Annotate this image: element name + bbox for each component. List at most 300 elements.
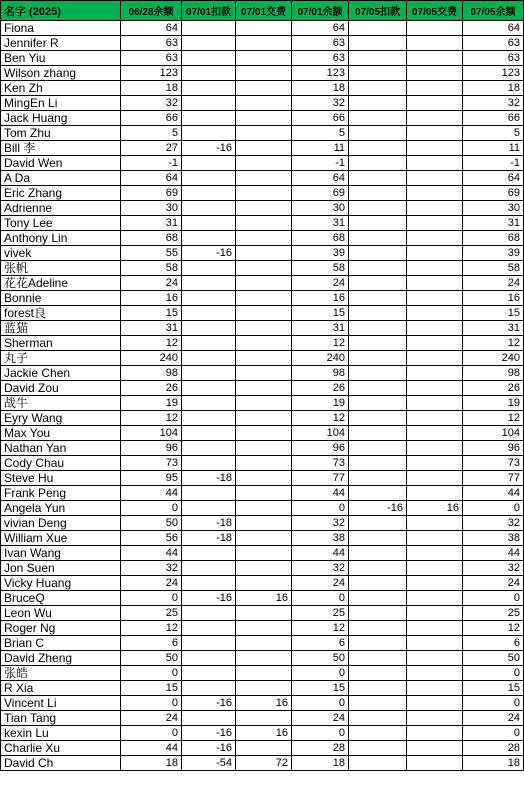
balance-0701-cell[interactable]: 19 (292, 396, 349, 411)
name-cell[interactable]: MingEn Li (1, 96, 121, 111)
balance-0628-cell[interactable]: 50 (121, 516, 182, 531)
payment-0705-cell[interactable] (407, 321, 463, 336)
payment-0705-cell[interactable] (407, 516, 463, 531)
payment-0705-cell[interactable] (407, 21, 463, 36)
balance-0705-cell[interactable]: 15 (463, 306, 524, 321)
name-cell[interactable]: Steve Hu (1, 471, 121, 486)
name-cell[interactable]: Frank Peng (1, 486, 121, 501)
deduction-0705-cell[interactable]: -16 (349, 501, 407, 516)
balance-0705-cell[interactable]: 11 (463, 141, 524, 156)
balance-0628-cell[interactable]: 64 (121, 21, 182, 36)
balance-0705-cell[interactable]: 50 (463, 651, 524, 666)
balance-0628-cell[interactable]: -1 (121, 156, 182, 171)
balance-0628-cell[interactable]: 24 (121, 711, 182, 726)
balance-0705-cell[interactable]: 26 (463, 381, 524, 396)
header-0628-balance[interactable]: 06/28余额 (121, 1, 182, 21)
payment-0705-cell[interactable] (407, 201, 463, 216)
payment-0701-cell[interactable] (236, 21, 292, 36)
payment-0701-cell[interactable] (236, 636, 292, 651)
balance-0701-cell[interactable]: 0 (292, 501, 349, 516)
deduction-0705-cell[interactable] (349, 246, 407, 261)
name-cell[interactable]: Bonnie (1, 291, 121, 306)
balance-0701-cell[interactable]: 15 (292, 306, 349, 321)
balance-0705-cell[interactable]: 0 (463, 666, 524, 681)
balance-0628-cell[interactable]: 104 (121, 426, 182, 441)
balance-0701-cell[interactable]: 31 (292, 216, 349, 231)
name-cell[interactable]: William Xue (1, 531, 121, 546)
payment-0701-cell[interactable] (236, 36, 292, 51)
header-0705-deduction[interactable]: 07/05扣款 (349, 1, 407, 21)
balance-0628-cell[interactable]: 44 (121, 546, 182, 561)
deduction-0705-cell[interactable] (349, 621, 407, 636)
deduction-0705-cell[interactable] (349, 711, 407, 726)
deduction-0705-cell[interactable] (349, 336, 407, 351)
deduction-0705-cell[interactable] (349, 396, 407, 411)
balance-0705-cell[interactable]: 96 (463, 441, 524, 456)
name-cell[interactable]: Cody Chau (1, 456, 121, 471)
deduction-0705-cell[interactable] (349, 486, 407, 501)
balance-0701-cell[interactable]: 77 (292, 471, 349, 486)
balance-0701-cell[interactable]: -1 (292, 156, 349, 171)
payment-0705-cell[interactable] (407, 591, 463, 606)
balance-0628-cell[interactable]: 73 (121, 456, 182, 471)
deduction-0701-cell[interactable] (182, 21, 236, 36)
payment-0705-cell[interactable] (407, 141, 463, 156)
payment-0705-cell[interactable] (407, 381, 463, 396)
balance-0701-cell[interactable]: 68 (292, 231, 349, 246)
balance-0628-cell[interactable]: 32 (121, 561, 182, 576)
balance-0705-cell[interactable]: 24 (463, 576, 524, 591)
deduction-0701-cell[interactable]: -18 (182, 531, 236, 546)
balance-0705-cell[interactable]: 28 (463, 741, 524, 756)
balance-0628-cell[interactable]: 123 (121, 66, 182, 81)
payment-0705-cell[interactable]: 16 (407, 501, 463, 516)
deduction-0701-cell[interactable] (182, 201, 236, 216)
payment-0701-cell[interactable] (236, 351, 292, 366)
name-cell[interactable]: Ken Zh (1, 81, 121, 96)
deduction-0701-cell[interactable]: -18 (182, 516, 236, 531)
balance-0705-cell[interactable]: 38 (463, 531, 524, 546)
name-cell[interactable]: Jennifer R (1, 36, 121, 51)
payment-0705-cell[interactable] (407, 606, 463, 621)
payment-0701-cell[interactable] (236, 546, 292, 561)
balance-0701-cell[interactable]: 24 (292, 711, 349, 726)
payment-0705-cell[interactable] (407, 336, 463, 351)
balance-0628-cell[interactable]: 26 (121, 381, 182, 396)
balance-0628-cell[interactable]: 24 (121, 276, 182, 291)
name-cell[interactable]: 花花Adeline (1, 276, 121, 291)
deduction-0701-cell[interactable] (182, 636, 236, 651)
deduction-0701-cell[interactable] (182, 711, 236, 726)
name-cell[interactable]: Eric Zhang (1, 186, 121, 201)
balance-0701-cell[interactable]: 98 (292, 366, 349, 381)
deduction-0705-cell[interactable] (349, 66, 407, 81)
payment-0705-cell[interactable] (407, 681, 463, 696)
deduction-0701-cell[interactable] (182, 36, 236, 51)
payment-0701-cell[interactable] (236, 66, 292, 81)
deduction-0701-cell[interactable] (182, 606, 236, 621)
balance-0705-cell[interactable]: 31 (463, 321, 524, 336)
balance-0701-cell[interactable]: 32 (292, 516, 349, 531)
name-cell[interactable]: Brian C (1, 636, 121, 651)
balance-0628-cell[interactable]: 31 (121, 321, 182, 336)
payment-0701-cell[interactable] (236, 741, 292, 756)
balance-0701-cell[interactable]: 44 (292, 546, 349, 561)
payment-0701-cell[interactable] (236, 711, 292, 726)
balance-0628-cell[interactable]: 0 (121, 726, 182, 741)
balance-0705-cell[interactable]: 30 (463, 201, 524, 216)
payment-0705-cell[interactable] (407, 711, 463, 726)
name-cell[interactable]: Vicky Huang (1, 576, 121, 591)
deduction-0701-cell[interactable] (182, 216, 236, 231)
deduction-0705-cell[interactable] (349, 666, 407, 681)
deduction-0705-cell[interactable] (349, 126, 407, 141)
balance-0705-cell[interactable]: 123 (463, 66, 524, 81)
balance-0705-cell[interactable]: 98 (463, 366, 524, 381)
payment-0705-cell[interactable] (407, 666, 463, 681)
deduction-0705-cell[interactable] (349, 321, 407, 336)
balance-0705-cell[interactable]: 77 (463, 471, 524, 486)
payment-0701-cell[interactable] (236, 441, 292, 456)
deduction-0701-cell[interactable] (182, 351, 236, 366)
balance-0701-cell[interactable]: 18 (292, 81, 349, 96)
balance-0628-cell[interactable]: 19 (121, 396, 182, 411)
payment-0705-cell[interactable] (407, 66, 463, 81)
payment-0701-cell[interactable] (236, 201, 292, 216)
deduction-0701-cell[interactable] (182, 156, 236, 171)
balance-0628-cell[interactable]: 12 (121, 621, 182, 636)
payment-0701-cell[interactable] (236, 186, 292, 201)
balance-0701-cell[interactable]: 24 (292, 276, 349, 291)
name-cell[interactable]: David Ch (1, 756, 121, 771)
deduction-0705-cell[interactable] (349, 381, 407, 396)
deduction-0705-cell[interactable] (349, 141, 407, 156)
name-cell[interactable]: vivian Deng (1, 516, 121, 531)
payment-0705-cell[interactable] (407, 126, 463, 141)
name-cell[interactable]: Jack Huang (1, 111, 121, 126)
deduction-0705-cell[interactable] (349, 186, 407, 201)
payment-0701-cell[interactable] (236, 111, 292, 126)
payment-0705-cell[interactable] (407, 246, 463, 261)
balance-0705-cell[interactable]: 240 (463, 351, 524, 366)
balance-0628-cell[interactable]: 0 (121, 696, 182, 711)
deduction-0701-cell[interactable]: -16 (182, 141, 236, 156)
payment-0705-cell[interactable] (407, 171, 463, 186)
deduction-0701-cell[interactable]: -18 (182, 471, 236, 486)
name-cell[interactable]: Nathan Yan (1, 441, 121, 456)
deduction-0701-cell[interactable] (182, 261, 236, 276)
name-cell[interactable]: forest良 (1, 306, 121, 321)
payment-0705-cell[interactable] (407, 276, 463, 291)
balance-0701-cell[interactable]: 15 (292, 681, 349, 696)
deduction-0705-cell[interactable] (349, 606, 407, 621)
balance-0701-cell[interactable]: 44 (292, 486, 349, 501)
balance-0701-cell[interactable]: 11 (292, 141, 349, 156)
deduction-0701-cell[interactable] (182, 366, 236, 381)
deduction-0701-cell[interactable] (182, 456, 236, 471)
balance-0701-cell[interactable]: 28 (292, 741, 349, 756)
balance-0701-cell[interactable]: 31 (292, 321, 349, 336)
deduction-0705-cell[interactable] (349, 696, 407, 711)
name-cell[interactable]: 丸子 (1, 351, 121, 366)
balance-0705-cell[interactable]: 15 (463, 681, 524, 696)
payment-0701-cell[interactable] (236, 681, 292, 696)
payment-0701-cell[interactable] (236, 261, 292, 276)
payment-0705-cell[interactable] (407, 261, 463, 276)
header-name[interactable]: 名字 (2025) (1, 1, 121, 21)
payment-0705-cell[interactable] (407, 441, 463, 456)
balance-0628-cell[interactable]: 32 (121, 96, 182, 111)
balance-0701-cell[interactable]: 240 (292, 351, 349, 366)
balance-0705-cell[interactable]: 18 (463, 756, 524, 771)
balance-0628-cell[interactable]: 66 (121, 111, 182, 126)
name-cell[interactable]: A Da (1, 171, 121, 186)
deduction-0701-cell[interactable]: -16 (182, 741, 236, 756)
name-cell[interactable]: R Xia (1, 681, 121, 696)
name-cell[interactable]: 张帆 (1, 261, 121, 276)
deduction-0701-cell[interactable] (182, 336, 236, 351)
payment-0701-cell[interactable] (236, 291, 292, 306)
payment-0705-cell[interactable] (407, 291, 463, 306)
balance-0701-cell[interactable]: 30 (292, 201, 349, 216)
balance-0705-cell[interactable]: 12 (463, 336, 524, 351)
balance-0701-cell[interactable]: 32 (292, 96, 349, 111)
deduction-0705-cell[interactable] (349, 471, 407, 486)
payment-0701-cell[interactable] (236, 381, 292, 396)
deduction-0701-cell[interactable] (182, 231, 236, 246)
name-cell[interactable]: Ivan Wang (1, 546, 121, 561)
balance-0628-cell[interactable]: 64 (121, 171, 182, 186)
balance-0705-cell[interactable]: 64 (463, 171, 524, 186)
balance-0628-cell[interactable]: 68 (121, 231, 182, 246)
deduction-0705-cell[interactable] (349, 51, 407, 66)
payment-0705-cell[interactable] (407, 756, 463, 771)
balance-0628-cell[interactable]: 18 (121, 756, 182, 771)
balance-0628-cell[interactable]: 27 (121, 141, 182, 156)
deduction-0705-cell[interactable] (349, 291, 407, 306)
balance-0701-cell[interactable]: 64 (292, 21, 349, 36)
balance-0628-cell[interactable]: 44 (121, 486, 182, 501)
balance-0705-cell[interactable]: 0 (463, 591, 524, 606)
header-0705-balance[interactable]: 07/05余额 (463, 1, 524, 21)
payment-0705-cell[interactable] (407, 351, 463, 366)
balance-0705-cell[interactable]: 73 (463, 456, 524, 471)
balance-0701-cell[interactable]: 32 (292, 561, 349, 576)
balance-0701-cell[interactable]: 0 (292, 726, 349, 741)
balance-0705-cell[interactable]: 24 (463, 711, 524, 726)
payment-0701-cell[interactable] (236, 621, 292, 636)
payment-0705-cell[interactable] (407, 546, 463, 561)
header-0701-payment[interactable]: 07/01交费 (236, 1, 292, 21)
deduction-0705-cell[interactable] (349, 651, 407, 666)
balance-0701-cell[interactable]: 64 (292, 171, 349, 186)
balance-0705-cell[interactable]: 68 (463, 231, 524, 246)
payment-0701-cell[interactable] (236, 171, 292, 186)
payment-0705-cell[interactable] (407, 561, 463, 576)
deduction-0705-cell[interactable] (349, 456, 407, 471)
payment-0701-cell[interactable] (236, 456, 292, 471)
deduction-0705-cell[interactable] (349, 756, 407, 771)
balance-0628-cell[interactable]: 30 (121, 201, 182, 216)
deduction-0701-cell[interactable] (182, 486, 236, 501)
payment-0705-cell[interactable] (407, 741, 463, 756)
name-cell[interactable]: 蓝猫 (1, 321, 121, 336)
payment-0701-cell[interactable]: 16 (236, 591, 292, 606)
deduction-0701-cell[interactable] (182, 501, 236, 516)
balance-0705-cell[interactable]: 32 (463, 516, 524, 531)
balance-0628-cell[interactable]: 31 (121, 216, 182, 231)
balance-0705-cell[interactable]: 32 (463, 96, 524, 111)
balance-0628-cell[interactable]: 69 (121, 186, 182, 201)
balance-0628-cell[interactable]: 16 (121, 291, 182, 306)
deduction-0701-cell[interactable]: -16 (182, 591, 236, 606)
name-cell[interactable]: Angela Yun (1, 501, 121, 516)
balance-0628-cell[interactable]: 55 (121, 246, 182, 261)
deduction-0705-cell[interactable] (349, 351, 407, 366)
header-0701-balance[interactable]: 07/01余额 (292, 1, 349, 21)
payment-0705-cell[interactable] (407, 636, 463, 651)
payment-0705-cell[interactable] (407, 621, 463, 636)
deduction-0705-cell[interactable] (349, 216, 407, 231)
payment-0705-cell[interactable] (407, 36, 463, 51)
deduction-0705-cell[interactable] (349, 636, 407, 651)
deduction-0701-cell[interactable] (182, 441, 236, 456)
name-cell[interactable]: 战牛 (1, 396, 121, 411)
balance-0628-cell[interactable]: 0 (121, 591, 182, 606)
payment-0701-cell[interactable] (236, 141, 292, 156)
payment-0705-cell[interactable] (407, 411, 463, 426)
payment-0701-cell[interactable] (236, 231, 292, 246)
deduction-0705-cell[interactable] (349, 411, 407, 426)
balance-0628-cell[interactable]: 240 (121, 351, 182, 366)
deduction-0701-cell[interactable] (182, 111, 236, 126)
deduction-0701-cell[interactable] (182, 621, 236, 636)
deduction-0701-cell[interactable] (182, 381, 236, 396)
balance-0628-cell[interactable]: 5 (121, 126, 182, 141)
balance-0701-cell[interactable]: 12 (292, 411, 349, 426)
balance-0705-cell[interactable]: 32 (463, 561, 524, 576)
deduction-0701-cell[interactable] (182, 411, 236, 426)
payment-0705-cell[interactable] (407, 186, 463, 201)
payment-0705-cell[interactable] (407, 396, 463, 411)
balance-0628-cell[interactable]: 50 (121, 651, 182, 666)
name-cell[interactable]: David Wen (1, 156, 121, 171)
balance-0705-cell[interactable]: 104 (463, 426, 524, 441)
deduction-0701-cell[interactable] (182, 96, 236, 111)
deduction-0705-cell[interactable] (349, 81, 407, 96)
balance-0628-cell[interactable]: 56 (121, 531, 182, 546)
deduction-0705-cell[interactable] (349, 591, 407, 606)
deduction-0705-cell[interactable] (349, 276, 407, 291)
balance-0628-cell[interactable]: 12 (121, 336, 182, 351)
balance-0705-cell[interactable]: 12 (463, 621, 524, 636)
balance-0701-cell[interactable]: 63 (292, 51, 349, 66)
balance-0701-cell[interactable]: 58 (292, 261, 349, 276)
deduction-0705-cell[interactable] (349, 111, 407, 126)
payment-0705-cell[interactable] (407, 531, 463, 546)
balance-0705-cell[interactable]: 0 (463, 501, 524, 516)
balance-0628-cell[interactable]: 15 (121, 681, 182, 696)
deduction-0705-cell[interactable] (349, 441, 407, 456)
payment-0701-cell[interactable] (236, 96, 292, 111)
balance-0701-cell[interactable]: 66 (292, 111, 349, 126)
deduction-0701-cell[interactable] (182, 396, 236, 411)
payment-0701-cell[interactable] (236, 501, 292, 516)
name-cell[interactable]: Vincent Li (1, 696, 121, 711)
payment-0705-cell[interactable] (407, 81, 463, 96)
payment-0701-cell[interactable] (236, 561, 292, 576)
payment-0701-cell[interactable] (236, 426, 292, 441)
payment-0701-cell[interactable]: 16 (236, 726, 292, 741)
name-cell[interactable]: Roger Ng (1, 621, 121, 636)
balance-0705-cell[interactable]: 66 (463, 111, 524, 126)
balance-0701-cell[interactable]: 12 (292, 336, 349, 351)
payment-0701-cell[interactable] (236, 336, 292, 351)
deduction-0705-cell[interactable] (349, 306, 407, 321)
balance-0701-cell[interactable]: 73 (292, 456, 349, 471)
name-cell[interactable]: Adrienne (1, 201, 121, 216)
balance-0705-cell[interactable]: 44 (463, 546, 524, 561)
payment-0701-cell[interactable] (236, 516, 292, 531)
balance-0628-cell[interactable]: 96 (121, 441, 182, 456)
balance-0701-cell[interactable]: 12 (292, 621, 349, 636)
deduction-0705-cell[interactable] (349, 261, 407, 276)
balance-0705-cell[interactable]: 6 (463, 636, 524, 651)
balance-0701-cell[interactable]: 5 (292, 126, 349, 141)
name-cell[interactable]: Sherman (1, 336, 121, 351)
payment-0701-cell[interactable] (236, 51, 292, 66)
payment-0705-cell[interactable] (407, 366, 463, 381)
balance-0628-cell[interactable]: 24 (121, 576, 182, 591)
balance-0628-cell[interactable]: 0 (121, 501, 182, 516)
deduction-0701-cell[interactable]: -16 (182, 246, 236, 261)
balance-0705-cell[interactable]: 0 (463, 696, 524, 711)
name-cell[interactable]: kexin Lu (1, 726, 121, 741)
balance-0705-cell[interactable]: 63 (463, 51, 524, 66)
balance-0628-cell[interactable]: 63 (121, 36, 182, 51)
name-cell[interactable]: Tony Lee (1, 216, 121, 231)
deduction-0705-cell[interactable] (349, 726, 407, 741)
deduction-0701-cell[interactable] (182, 426, 236, 441)
payment-0705-cell[interactable] (407, 156, 463, 171)
payment-0705-cell[interactable] (407, 576, 463, 591)
balance-0701-cell[interactable]: 18 (292, 756, 349, 771)
deduction-0705-cell[interactable] (349, 156, 407, 171)
balance-0701-cell[interactable]: 38 (292, 531, 349, 546)
payment-0701-cell[interactable] (236, 306, 292, 321)
name-cell[interactable]: 张皓 (1, 666, 121, 681)
payment-0701-cell[interactable] (236, 396, 292, 411)
payment-0701-cell[interactable] (236, 246, 292, 261)
deduction-0701-cell[interactable]: -16 (182, 726, 236, 741)
header-0701-deduction[interactable]: 07/01扣款 (182, 1, 236, 21)
deduction-0701-cell[interactable] (182, 276, 236, 291)
balance-0701-cell[interactable]: 0 (292, 696, 349, 711)
balance-0705-cell[interactable]: 58 (463, 261, 524, 276)
name-cell[interactable]: David Zheng (1, 651, 121, 666)
name-cell[interactable]: Max You (1, 426, 121, 441)
balance-0628-cell[interactable]: 12 (121, 411, 182, 426)
name-cell[interactable]: Leon Wu (1, 606, 121, 621)
deduction-0701-cell[interactable] (182, 681, 236, 696)
payment-0701-cell[interactable] (236, 606, 292, 621)
deduction-0701-cell[interactable] (182, 51, 236, 66)
name-cell[interactable]: Jackie Chen (1, 366, 121, 381)
balance-0628-cell[interactable]: 58 (121, 261, 182, 276)
balance-0701-cell[interactable]: 63 (292, 36, 349, 51)
payment-0705-cell[interactable] (407, 111, 463, 126)
name-cell[interactable]: BruceQ (1, 591, 121, 606)
